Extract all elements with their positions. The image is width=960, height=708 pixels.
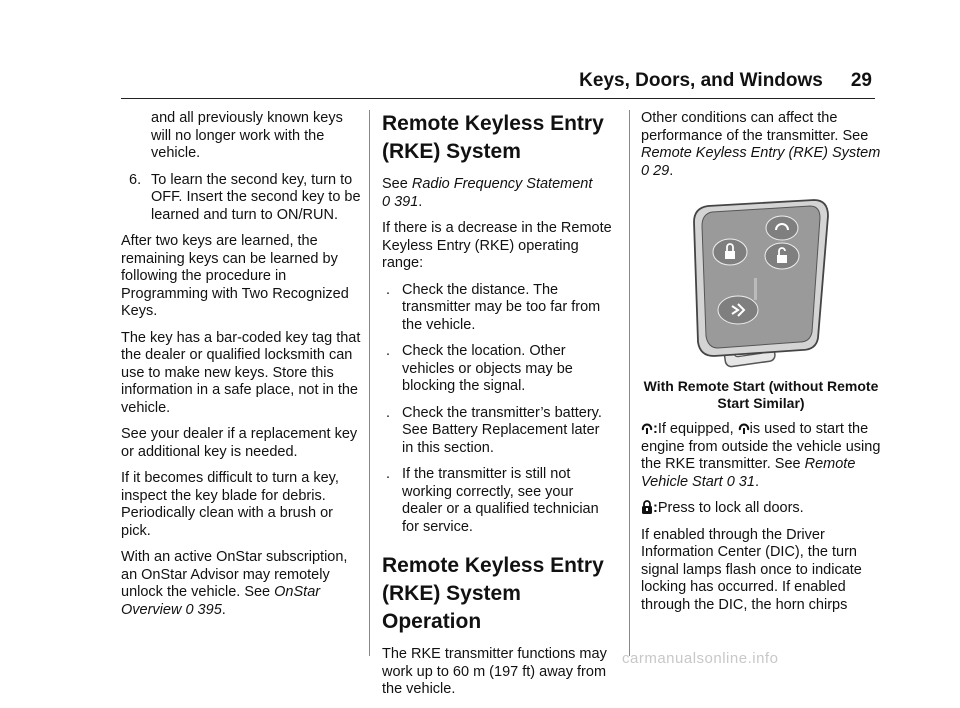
bullet-text: Check the transmitter’s battery. See Battery Replacement later in this section. — [402, 404, 602, 456]
bullet-mark: . — [386, 404, 391, 421]
other-text: Other conditions can affect the performance of the transmitter. See — [641, 110, 869, 144]
remote-start-end: . — [754, 473, 759, 490]
column-divider-1 — [369, 110, 370, 656]
onstar-end: . — [221, 601, 226, 618]
paragraph-onstar — [121, 549, 361, 619]
onstar-text: With an active OnStar subscription, an OnStar Advisor may remotely unlock the vehicle. See — [121, 549, 348, 600]
lock-colon: : — [653, 500, 658, 516]
step-6 — [121, 172, 361, 225]
see-reference — [382, 176, 614, 211]
see-end: . — [418, 193, 423, 210]
header-rule — [121, 98, 875, 99]
column-1 — [121, 110, 361, 628]
watermark: carmanualsonline.info — [622, 650, 779, 667]
paragraph-dealer: See your dealer if a replacement key or additional key is needed. — [121, 426, 358, 460]
other-end: . — [669, 162, 674, 179]
radio-frequency-link[interactable]: Radio Frequency Statement — [411, 176, 593, 192]
lock-description — [641, 500, 881, 518]
lock-icon — [713, 239, 747, 265]
paragraph-range: If there is a decrease in the Remote Keyless Entry (RKE) operating range: — [382, 220, 612, 271]
rke-page-ref: 0 29 — [641, 162, 670, 179]
bullet-mark: . — [386, 281, 391, 298]
remote-start-text-a: If equipped, — [657, 421, 738, 437]
section-title: Keys, Doors, and Windows — [579, 70, 823, 91]
bullet-text: If the transmitter is still not working correctly, see your dealer or a qualified technician for service. — [402, 466, 599, 535]
continuation-paragraph: and all previously known keys will no longer work with the vehicle. — [151, 110, 343, 161]
bullet-text: Check the location. Other vehicles or objects may be blocking the signal. — [402, 343, 573, 394]
rke-system-link[interactable]: Remote Keyless Entry (RKE) System — [641, 145, 881, 161]
paragraph-operation: The RKE transmitter functions may work up to 60 m (197 ft) away from the vehicle. — [382, 646, 607, 697]
panic-icon — [718, 296, 758, 324]
figure-caption: With Remote Start (without Remote Start Similar) — [643, 378, 879, 411]
bullet-text: Check the distance. The transmitter may be too far from the vehicle. — [402, 281, 601, 333]
column-divider-2 — [629, 110, 630, 656]
bullet-item — [382, 282, 614, 335]
column-2 — [382, 110, 614, 708]
paragraph-dic: If enabled through the Driver Information Center (DIC), the turn signal lamps flash once to indicate locking has occurred. If enabled through the DIC, the horn chirps — [641, 526, 862, 613]
paragraph-other-conditions — [641, 110, 881, 180]
running-header — [579, 70, 872, 92]
lock-icon — [641, 500, 653, 514]
heading-rke-operation: Remote Keyless Entry (RKE) System Operation — [382, 554, 604, 633]
onstar-overview-link[interactable]: OnStar Overview — [121, 584, 321, 618]
bullet-item — [382, 466, 614, 536]
remote-vehicle-start-link[interactable]: Remote Vehicle Start — [641, 456, 856, 490]
lock-text: Press to lock all doors. — [657, 500, 804, 516]
paragraph-difficult-key: If it becomes difficult to turn a key, inspect the key blade for debris. Periodically clean with a brush or pick. — [121, 470, 339, 539]
bullet-item — [382, 405, 614, 458]
bullet-mark: . — [386, 466, 391, 482]
unlock-icon — [765, 243, 799, 269]
remote-start-description — [641, 421, 881, 491]
paragraph-after-keys: After two keys are learned, the remaining keys can be learned by following the procedure in Programming with Two Recognized Keys. — [121, 233, 349, 319]
column-3 — [641, 110, 881, 623]
heading-rke-system: Remote Keyless Entry (RKE) System — [382, 112, 604, 163]
page-number: 29 — [850, 70, 872, 91]
remote-start-icon — [738, 421, 750, 435]
remote-start-text-b: is used to start the engine from outside the vehicle using the RKE transmitter. See — [641, 421, 881, 472]
see-prefix: See — [382, 176, 412, 192]
paragraph-key-tag: The key has a bar-coded key tag that the dealer or qualified locksmith can use to make new keys. Store this information in a safe place, not in the vehicle. — [121, 329, 361, 416]
remote-start-colon: : — [653, 421, 658, 437]
bullet-item — [382, 343, 614, 396]
step-text: To learn the second key, turn to OFF. Insert the second key to be learned and turn to ON/RUN. — [151, 171, 361, 223]
step-number: 6. — [129, 171, 142, 188]
remote-start-icon — [641, 421, 653, 435]
key-fob-illustration — [686, 198, 836, 368]
remote-start-page-ref: 0 31 — [726, 473, 755, 490]
radio-frequency-page-ref: 0 391 — [382, 193, 419, 210]
bullet-mark: . — [386, 343, 391, 359]
remote-start-icon — [766, 216, 798, 240]
onstar-page-ref: 0 395 — [185, 601, 222, 618]
